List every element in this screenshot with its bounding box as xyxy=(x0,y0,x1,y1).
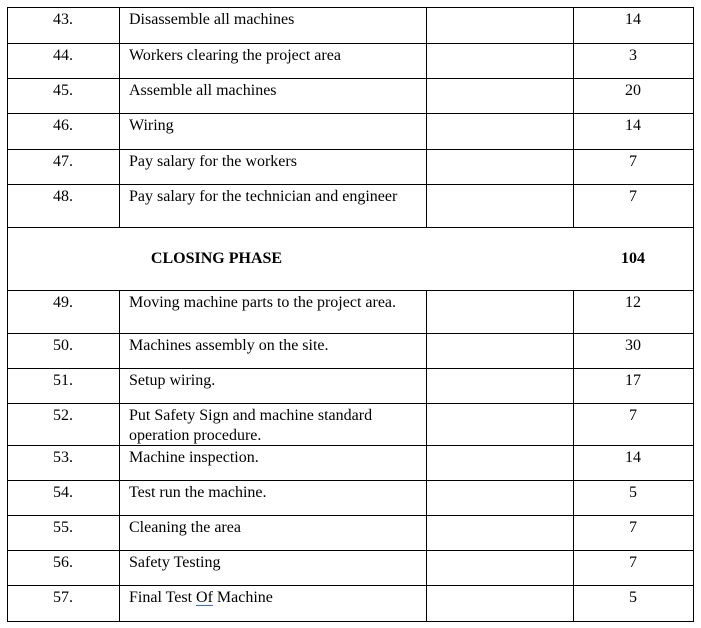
row-number: 47. xyxy=(53,153,73,170)
table-border xyxy=(119,184,120,227)
table-border xyxy=(7,550,694,551)
table-border xyxy=(119,149,120,184)
duration-days: 17 xyxy=(625,372,641,389)
duration-days: 14 xyxy=(625,117,641,134)
task-name: Pay salary for the workers xyxy=(129,153,297,170)
table-border xyxy=(426,515,427,550)
duration-days: 5 xyxy=(629,589,637,606)
task-name: Test run the machine. xyxy=(129,484,267,501)
row-number: 43. xyxy=(53,11,73,28)
duration-days: 7 xyxy=(629,519,637,536)
table-border xyxy=(7,149,694,150)
table-border xyxy=(119,403,120,445)
table-border xyxy=(693,7,694,622)
task-name: Assemble all machines xyxy=(129,82,277,99)
table-border xyxy=(7,515,694,516)
table-border xyxy=(7,7,694,8)
table-border xyxy=(119,333,120,368)
table-border xyxy=(426,184,427,227)
table-border xyxy=(426,7,427,43)
task-name: Put Safety Sign and machine standard operation procedure. xyxy=(129,407,373,444)
task-name: Wiring xyxy=(129,117,174,134)
row-number: 57. xyxy=(53,589,73,606)
table-border xyxy=(7,43,694,44)
row-number: 44. xyxy=(53,47,73,64)
table-border xyxy=(119,368,120,403)
table-border xyxy=(426,550,427,585)
phase-total-days: 104 xyxy=(621,250,645,267)
task-name: Workers clearing the project area xyxy=(129,47,341,64)
table-border xyxy=(7,113,694,114)
table-border xyxy=(426,78,427,113)
table-border xyxy=(7,621,694,622)
table-border xyxy=(426,403,427,445)
task-name-part: Machine xyxy=(212,589,273,606)
duration-days: 12 xyxy=(625,294,641,311)
row-number: 45. xyxy=(53,82,73,99)
task-name: Setup wiring. xyxy=(129,372,216,389)
row-number: 51. xyxy=(53,372,73,389)
duration-days: 7 xyxy=(629,188,637,205)
task-name: Disassemble all machines xyxy=(129,11,295,28)
task-name-part: Final Test xyxy=(129,589,197,606)
row-number: 53. xyxy=(53,449,73,466)
table-border xyxy=(7,333,694,334)
row-number: 46. xyxy=(53,117,73,134)
duration-days: 7 xyxy=(629,554,637,571)
task-name: Moving machine parts to the project area. xyxy=(129,294,397,311)
table-border xyxy=(426,333,427,368)
table-border xyxy=(119,290,120,333)
task-name-underlined-part: Of xyxy=(196,589,213,606)
table-border xyxy=(119,515,120,550)
duration-days: 7 xyxy=(629,153,637,170)
table-border xyxy=(426,149,427,184)
task-name: Machines assembly on the site. xyxy=(129,337,329,354)
duration-days: 5 xyxy=(629,484,637,501)
row-number: 52. xyxy=(53,407,73,424)
table-border xyxy=(7,480,694,481)
duration-days: 3 xyxy=(629,47,637,64)
table-border xyxy=(426,290,427,333)
duration-days: 14 xyxy=(625,449,641,466)
table-border xyxy=(119,550,120,585)
table-border xyxy=(426,368,427,403)
row-number: 50. xyxy=(53,337,73,354)
duration-days: 30 xyxy=(625,337,641,354)
table-border xyxy=(426,43,427,78)
table-border xyxy=(426,113,427,149)
duration-days: 7 xyxy=(629,407,637,424)
table-border xyxy=(7,78,694,79)
table-border xyxy=(119,7,120,43)
phase-title: CLOSING PHASE xyxy=(150,250,283,267)
table-border xyxy=(426,585,427,621)
table-border xyxy=(7,403,694,404)
row-number: 55. xyxy=(53,519,73,536)
table-border xyxy=(119,78,120,113)
row-number: 56. xyxy=(53,554,73,571)
task-name xyxy=(129,588,409,608)
task-name: Cleaning the area xyxy=(129,519,241,536)
table-border xyxy=(7,184,694,185)
table-border xyxy=(426,445,427,480)
table-border xyxy=(119,113,120,149)
table-border xyxy=(119,43,120,78)
table-border xyxy=(119,585,120,621)
table-border xyxy=(119,480,120,515)
task-name: Pay salary for the technician and engineer xyxy=(129,188,398,205)
task-name: Safety Testing xyxy=(129,554,221,571)
table-border xyxy=(7,290,694,291)
table-border xyxy=(7,585,694,586)
row-number: 49. xyxy=(53,294,73,311)
table-border xyxy=(7,227,694,228)
task-name: Machine inspection. xyxy=(129,449,259,466)
row-number: 54. xyxy=(53,484,73,501)
row-number: 48. xyxy=(53,188,73,205)
duration-days: 20 xyxy=(625,82,641,99)
table-border xyxy=(119,445,120,480)
table-border xyxy=(426,480,427,515)
table-border xyxy=(7,368,694,369)
duration-days: 14 xyxy=(625,11,641,28)
